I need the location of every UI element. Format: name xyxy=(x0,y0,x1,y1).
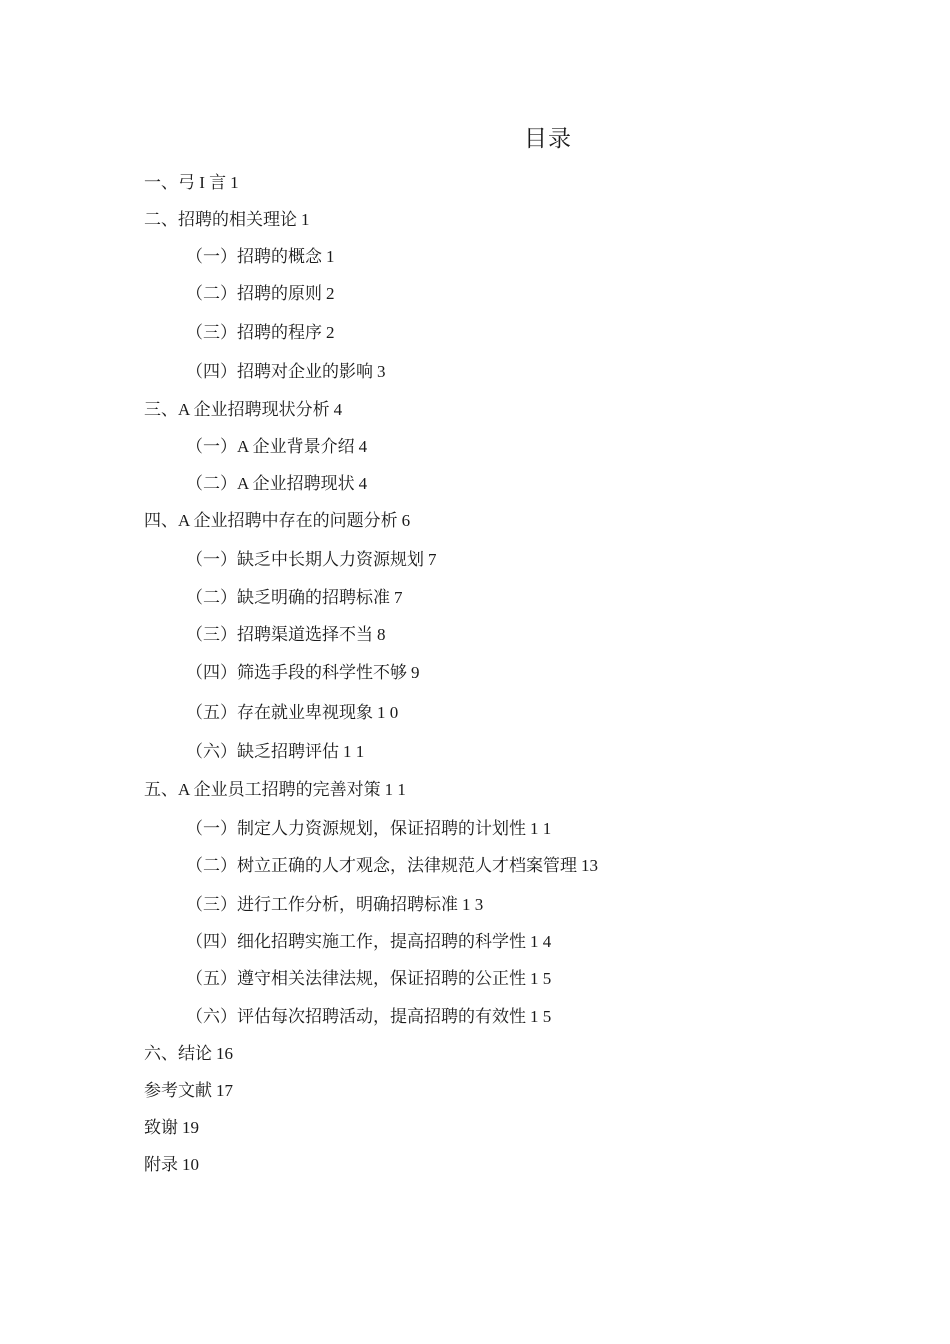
toc-entry-title: 五、A 企业员工招聘的完善对策 xyxy=(144,780,381,799)
toc-entry-title: 二、招聘的相关理论 xyxy=(144,210,297,229)
toc-subsection-entry[interactable] xyxy=(186,742,364,762)
toc-entry-title: （三）招聘的程序 xyxy=(186,323,322,342)
toc-entry-title: 四、A 企业招聘中存在的问题分析 xyxy=(144,511,398,530)
toc-subsection-entry[interactable] xyxy=(186,819,551,839)
toc-entry-title: （二）A 企业招聘现状 xyxy=(186,474,355,493)
toc-entry-title: （四）招聘对企业的影响 xyxy=(186,362,373,381)
toc-entry-title: 附录 xyxy=(144,1155,178,1174)
toc-entry-title: 三、A 企业招聘现状分析 xyxy=(144,400,330,419)
toc-entry-page-number: 3 xyxy=(377,362,386,381)
toc-entry-page-number: 1 5 xyxy=(530,969,552,988)
toc-entry-title: （六）评估每次招聘活动，提高招聘的有效性 xyxy=(186,1007,526,1026)
toc-subsection-entry[interactable] xyxy=(186,362,386,382)
toc-section-entry[interactable] xyxy=(144,210,310,230)
toc-subsection-entry[interactable] xyxy=(186,474,367,494)
toc-section-entry[interactable] xyxy=(144,511,410,531)
toc-subsection-entry[interactable] xyxy=(186,588,403,608)
toc-entry-page-number: 4 xyxy=(358,437,368,456)
toc-subsection-entry[interactable] xyxy=(186,323,335,343)
toc-entry-page-number: 10 xyxy=(182,1155,199,1174)
toc-section-entry[interactable] xyxy=(144,780,406,800)
toc-entry-page-number: 13 xyxy=(581,856,598,875)
toc-entry-title: （四）筛选手段的科学性不够 xyxy=(186,663,407,682)
toc-section-entry[interactable] xyxy=(144,173,239,193)
toc-subsection-entry[interactable] xyxy=(186,932,551,952)
toc-entry-title: （五）存在就业卑视现象 xyxy=(186,703,373,722)
toc-subsection-entry[interactable] xyxy=(186,1007,551,1027)
toc-entry-title: （三）进行工作分析，明确招聘标准 xyxy=(186,895,458,914)
toc-subsection-entry[interactable] xyxy=(186,437,367,457)
toc-entry-title: （二）树立正确的人才观念，法律规范人才档案管理 xyxy=(186,856,577,875)
toc-entry-title: （四）细化招聘实施工作，提高招聘的科学性 xyxy=(186,932,526,951)
toc-entry-page-number: 1 3 xyxy=(462,895,484,914)
toc-subsection-entry[interactable] xyxy=(186,969,551,989)
toc-entry-page-number: 2 xyxy=(326,323,335,342)
toc-entry-page-number: 4 xyxy=(358,474,368,493)
toc-entry-title: 参考文献 xyxy=(144,1081,212,1100)
toc-subsection-entry[interactable] xyxy=(186,625,386,645)
toc-subsection-entry[interactable] xyxy=(186,663,420,683)
toc-entry-page-number: 6 xyxy=(401,511,411,530)
toc-entry-page-number: 9 xyxy=(411,663,420,682)
toc-entry-page-number: 1 1 xyxy=(530,819,552,838)
toc-entry-page-number: 19 xyxy=(182,1118,199,1137)
toc-entry-title: （一）A 企业背景介绍 xyxy=(186,437,355,456)
toc-entry-page-number: 7 xyxy=(428,550,437,569)
toc-entry-page-number: 1 0 xyxy=(377,703,399,722)
toc-entry-title: （二）缺乏明确的招聘标准 xyxy=(186,588,390,607)
toc-entry-title: 一、弓 I 言 xyxy=(144,173,227,192)
toc-title: 目录 xyxy=(524,126,572,151)
toc-subsection-entry[interactable] xyxy=(186,703,398,723)
toc-entry-page-number: 2 xyxy=(326,284,335,303)
toc-entry-page-number: 16 xyxy=(216,1044,233,1063)
toc-entry-title: （二）招聘的原则 xyxy=(186,284,322,303)
toc-section-entry[interactable] xyxy=(144,1081,233,1101)
toc-entry-page-number: 1 1 xyxy=(384,780,406,799)
toc-subsection-entry[interactable] xyxy=(186,284,335,304)
toc-subsection-entry[interactable] xyxy=(186,550,437,570)
toc-entry-title: （一）招聘的概念 xyxy=(186,247,322,266)
toc-entry-page-number: 1 xyxy=(230,173,239,192)
toc-entry-title: （五）遵守相关法律法规，保证招聘的公正性 xyxy=(186,969,526,988)
toc-section-entry[interactable] xyxy=(144,400,342,420)
toc-entry-title: 致谢 xyxy=(144,1118,178,1137)
toc-section-entry[interactable] xyxy=(144,1118,199,1138)
toc-entry-page-number: 1 xyxy=(301,210,310,229)
toc-entry-title: （一）缺乏中长期人力资源规划 xyxy=(186,550,424,569)
toc-entry-page-number: 1 4 xyxy=(530,932,552,951)
toc-entry-title: 六、结论 xyxy=(144,1044,212,1063)
toc-entry-page-number: 4 xyxy=(333,400,343,419)
toc-subsection-entry[interactable] xyxy=(186,856,598,876)
toc-subsection-entry[interactable] xyxy=(186,247,335,267)
toc-entry-title: （三）招聘渠道选择不当 xyxy=(186,625,373,644)
toc-entry-title: （六）缺乏招聘评估 xyxy=(186,742,339,761)
toc-entry-title: （一）制定人力资源规划，保证招聘的计划性 xyxy=(186,819,526,838)
toc-section-entry[interactable] xyxy=(144,1044,233,1064)
toc-entry-page-number: 1 xyxy=(326,247,335,266)
toc-entry-page-number: 1 5 xyxy=(530,1007,552,1026)
toc-subsection-entry[interactable] xyxy=(186,895,483,915)
toc-entry-page-number: 17 xyxy=(216,1081,233,1100)
toc-entry-page-number: 8 xyxy=(377,625,386,644)
toc-entry-page-number: 7 xyxy=(394,588,403,607)
toc-entry-page-number: 1 1 xyxy=(343,742,365,761)
toc-section-entry[interactable] xyxy=(144,1155,199,1175)
